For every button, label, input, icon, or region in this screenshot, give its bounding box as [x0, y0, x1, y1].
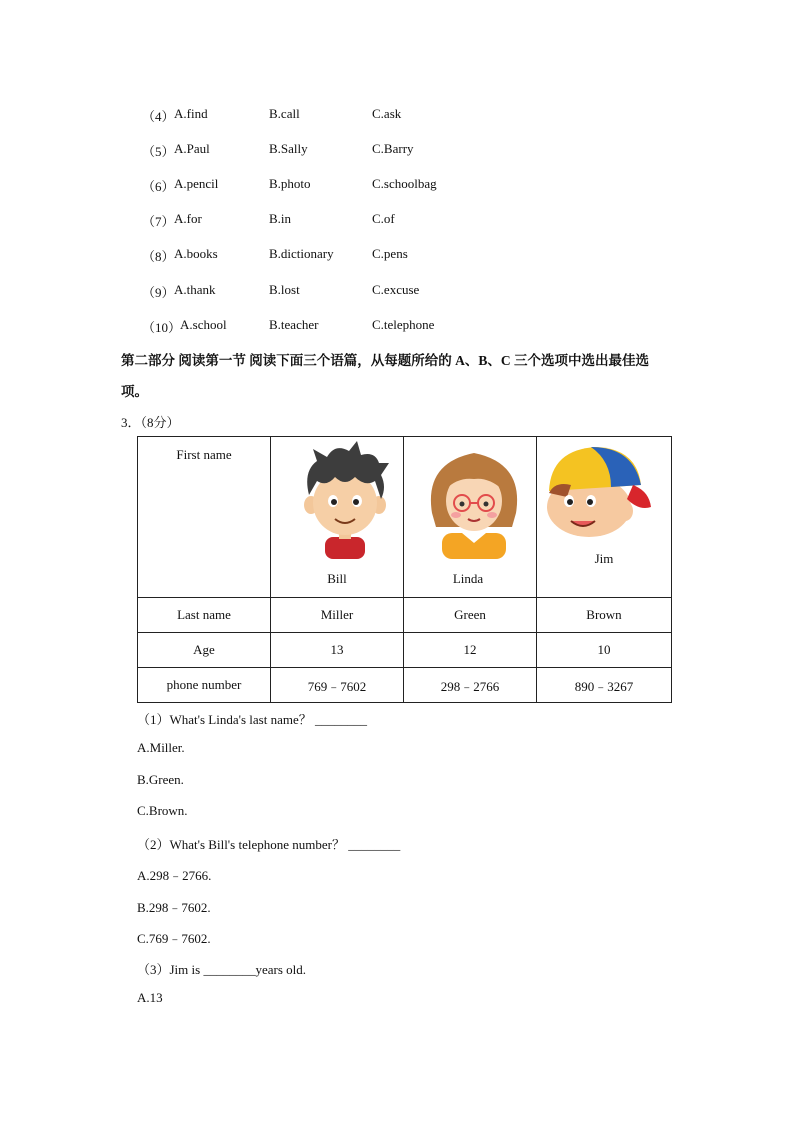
choice-a: A.Paul: [174, 141, 210, 156]
choice-num: （5）: [142, 144, 175, 159]
cell-value: 769﹣7602: [271, 668, 404, 703]
question-2-option-a: A.298﹣2766.: [137, 868, 212, 883]
choice-c: C.of: [372, 211, 395, 226]
choice-b: B.lost: [269, 282, 300, 297]
row-label: Age: [138, 633, 271, 668]
choice-row: [0, 317, 794, 337]
question-3-option-a: A.13: [137, 990, 163, 1005]
choice-row: [0, 176, 794, 196]
choice-c: C.Barry: [372, 141, 414, 156]
choice-c: C.telephone: [372, 317, 435, 332]
section-heading-line2: 项。: [121, 384, 148, 399]
info-table: [137, 436, 672, 703]
choice-num: （8）: [142, 249, 175, 264]
girl-linda-image: [422, 443, 526, 559]
question-1-stem: （1）What's Linda's last name？ ________: [137, 712, 367, 727]
choice-c: C.excuse: [372, 282, 420, 297]
choice-c: C.ask: [372, 106, 402, 121]
row-label: phone number: [138, 668, 271, 703]
cell-value: Brown: [537, 598, 672, 633]
question-1-option-a: A.Miller.: [137, 740, 185, 755]
linda-cell: [404, 437, 537, 598]
choice-row: [0, 141, 794, 161]
question-2-stem: （2）What's Bill's telephone number？ ________: [137, 837, 401, 852]
cell-value: 12: [404, 633, 537, 668]
choice-b: B.call: [269, 106, 300, 121]
first-name-jim: Jim: [594, 551, 614, 566]
cell-value: Green: [404, 598, 537, 633]
cell-value: 298﹣2766: [404, 668, 537, 703]
jim-cell: [537, 437, 672, 598]
cell-value: 10: [537, 633, 672, 668]
first-name-linda: Linda: [452, 571, 484, 586]
choice-a: A.school: [180, 317, 227, 332]
table-row: [138, 668, 672, 703]
choice-b: B.dictionary: [269, 246, 334, 261]
boy-jim-image: [541, 441, 653, 541]
row-label: Last name: [138, 598, 271, 633]
choice-b: B.in: [269, 211, 292, 226]
cell-value: Miller: [271, 598, 404, 633]
question-3-label: 3．（8分）: [121, 415, 180, 430]
cell-value: 890﹣3267: [537, 668, 672, 703]
bill-cell: [271, 437, 404, 598]
question-2-option-c: C.769﹣7602.: [137, 931, 211, 946]
choice-a: A.pencil: [174, 176, 219, 191]
choice-c: C.pens: [372, 246, 408, 261]
choice-a: A.thank: [174, 282, 216, 297]
boy-bill-image: [295, 441, 395, 559]
question-1-option-c: C.Brown.: [137, 803, 188, 818]
first-name-label-cell: [138, 437, 271, 598]
table-row: [138, 633, 672, 668]
first-name-bill: Bill: [327, 571, 347, 586]
choice-num: （9）: [142, 285, 175, 300]
choice-a: A.books: [174, 246, 218, 261]
question-1-option-b: B.Green.: [137, 772, 184, 787]
choice-row: [0, 282, 794, 302]
cell-value: 13: [271, 633, 404, 668]
choice-b: B.photo: [269, 176, 311, 191]
choice-a: A.for: [174, 211, 202, 226]
choice-b: B.teacher: [269, 317, 319, 332]
choice-c: C.schoolbag: [372, 176, 437, 191]
choice-num: （10）: [142, 320, 182, 335]
table-row-first-name: [138, 437, 672, 598]
choice-row: [0, 106, 794, 126]
choice-num: （4）: [142, 109, 175, 124]
first-name-label: First name: [176, 447, 232, 462]
choice-num: （6）: [142, 179, 175, 194]
choice-num: （7）: [142, 214, 175, 229]
section-heading-line1: 第二部分 阅读第一节 阅读下面三个语篇，从每题所给的 A、B、C 三个选项中选出最佳选: [121, 353, 650, 368]
choice-a: A.find: [174, 106, 208, 121]
question-2-option-b: B.298﹣7602.: [137, 900, 211, 915]
choice-row: [0, 246, 794, 266]
choice-row: [0, 211, 794, 231]
choice-b: B.Sally: [269, 141, 308, 156]
question-3-stem: （3）Jim is ________years old.: [137, 962, 306, 977]
table-row: [138, 598, 672, 633]
